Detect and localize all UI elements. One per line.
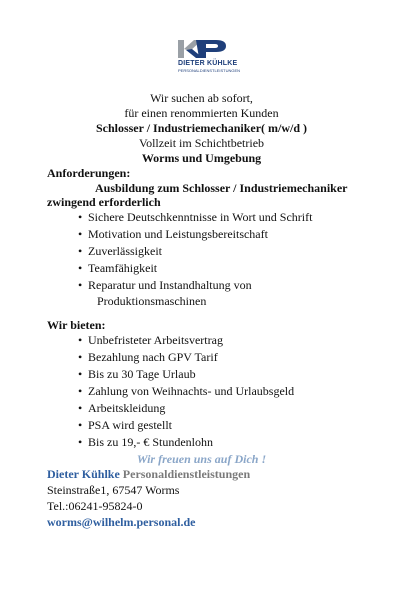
- location: Worms und Umgebung: [141, 151, 262, 165]
- closing-text: Wir freuen uns auf Dich !: [136, 452, 267, 466]
- intro-line2: für einen renommierten Kunden: [124, 106, 279, 120]
- requirements-heading: Anforderungen:: [47, 166, 131, 180]
- requirement-item: • Teamfähigkeit: [78, 261, 158, 275]
- job-position: Schlosser / Industriemechaniker( m/w/d ): [95, 121, 308, 135]
- offer-heading: Wir bieten:: [47, 318, 106, 332]
- logo-brand: DIETER KÜHLKE: [178, 60, 238, 67]
- requirement-training-line1: Ausbildung zum Schlosser / Industriemechaniker: [95, 181, 348, 195]
- kp-logo-icon: [172, 38, 236, 62]
- requirement-item: • Zuverlässigkeit: [78, 244, 162, 258]
- requirement-item: • Motivation und Leistungsbereitschaft: [78, 227, 268, 241]
- requirement-item: • Reparatur und Instandhaltung von: [78, 278, 252, 292]
- requirement-item-continuation: Produktionsmaschinen: [97, 294, 207, 308]
- contact-phone[interactable]: Tel.:06241-95824-0: [47, 499, 143, 513]
- intro-line1: Wir suchen ab sofort,: [150, 91, 253, 105]
- company-name: [47, 467, 250, 482]
- offer-item: • Zahlung von Weihnachts- und Urlaubsgeld: [78, 384, 295, 398]
- contact-email-link[interactable]: worms@wilhelm.personal.de: [47, 515, 196, 529]
- company-name-suffix: Personaldienstleistungen: [122, 467, 251, 481]
- offer-item: • Bis zu 19,- € Stundenlohn: [78, 435, 213, 449]
- offer-item: • Unbefristeter Arbeitsvertrag: [78, 333, 223, 347]
- company-logo: [172, 38, 241, 78]
- offer-item: • Arbeitskleidung: [78, 401, 166, 415]
- offer-item: • Bezahlung nach GPV Tarif: [78, 350, 218, 364]
- requirement-training-line2: zwingend erforderlich: [47, 195, 161, 209]
- logo-subtitle: PERSONALDIENSTLEISTUNGEN: [178, 68, 241, 73]
- offer-item: • PSA wird gestellt: [78, 418, 173, 432]
- requirement-item: • Sichere Deutschkenntnisse in Wort und Schrift: [78, 210, 313, 224]
- shift-info: Vollzeit im Schichtbetrieb: [138, 136, 265, 150]
- company-name-main: Dieter Kühlke: [47, 467, 120, 481]
- contact-street: Steinstraße1, 67547 Worms: [47, 483, 180, 497]
- offer-item: • Bis zu 30 Tage Urlaub: [78, 367, 196, 381]
